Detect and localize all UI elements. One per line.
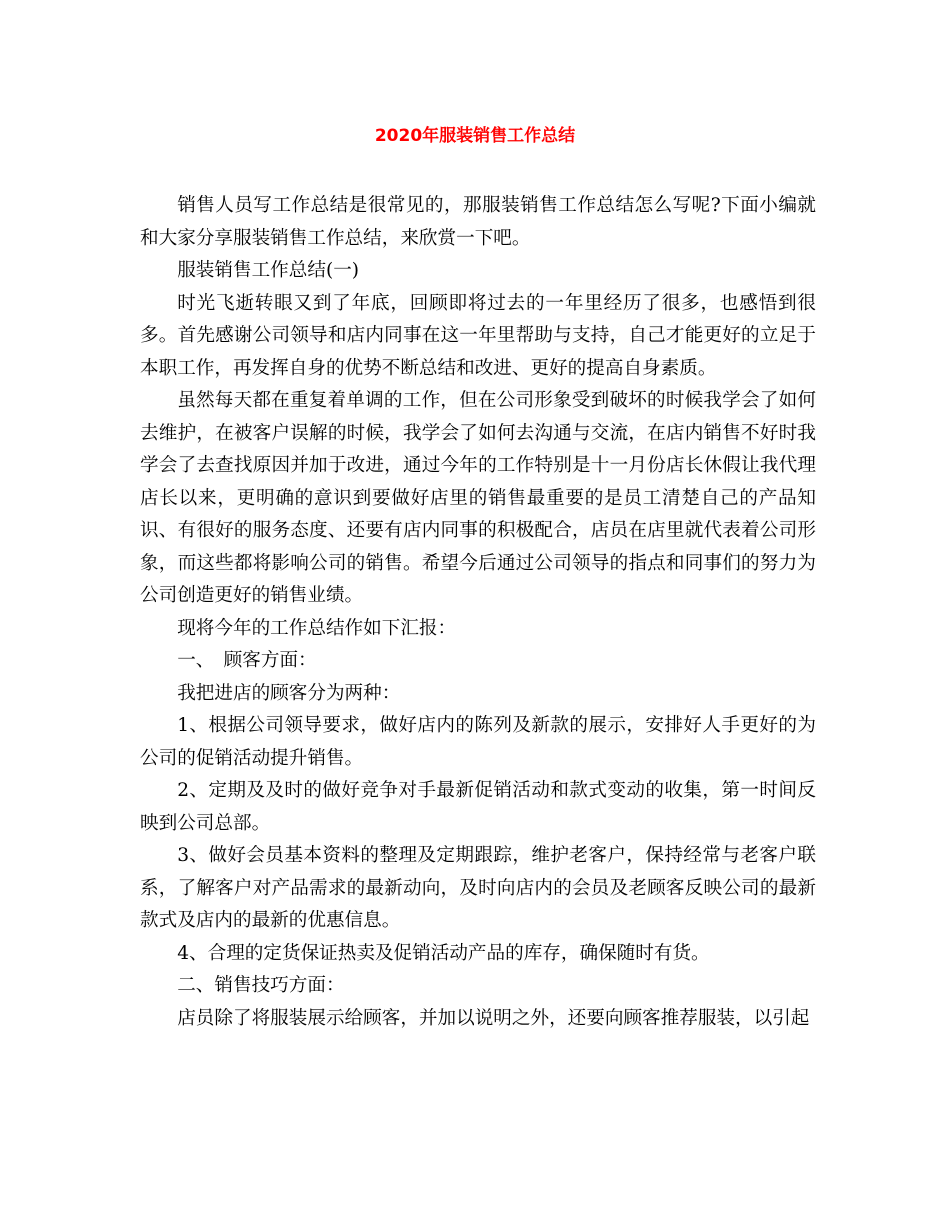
paragraph-sales-skills: 店员除了将服装展示给顾客，并加以说明之外，还要向顾客推荐服装，以引起 — [177, 1007, 810, 1029]
document-title: 2020年服装销售工作总结 — [374, 126, 576, 146]
paragraph-item-4: 4、合理的定货保证热卖及促销活动产品的库存，确保随时有货。 — [177, 942, 710, 964]
document-body — [140, 190, 816, 1035]
paragraph-daily-work: 虽然每天都在重复着单调的工作，但在公司形象受到破坏的时候我学会了如何去维护，在被客户误解的时候，我学会了如何去沟通与交流，在店内销售不好时我学会了去查找原因并加于改进，通过今年的工作特别是十一月份店长休假让我代理店长以来，更明确的意识到要做好店里的销售最重要的是员工清楚自己的产品知识、有很好的服务态度、还要有店内同事的积极配合，店员在店里就代表着公司形象，而这些都将影响公司的销售。希望今后通过公司领导的指点和同事们的努力为公司创造更好的销售业绩。 — [140, 390, 816, 606]
paragraph-section-heading: 服装销售工作总结(一) — [177, 260, 360, 281]
paragraph-item-3: 3、做好会员基本资料的整理及定期跟踪，维护老客户，保持经常与老客户联系，了解客户对产品需求的最新动向，及时向店内的会员及老顾客反映公司的最新款式及店内的最新的优惠信息。 — [140, 845, 816, 931]
paragraph-intro: 销售人员写工作总结是很常见的，那服装销售工作总结怎么写呢?下面小编就和大家分享服装销售工作总结，来欣赏一下吧。 — [140, 195, 816, 249]
paragraph-item-1: 1、根据公司领导要求，做好店内的陈列及新款的展示，安排好人手更好的为公司的促销活动提升销售。 — [140, 715, 816, 769]
paragraph-sales-skills-heading: 二、销售技巧方面： — [177, 975, 345, 996]
paragraph-year-review: 时光飞逝转眼又到了年底，回顾即将过去的一年里经历了很多，也感悟到很多。首先感谢公司领导和店内同事在这一年里帮助与支持，自己才能更好的立足于本职工作，再发挥自身的优势不断总结和改进、更好的提高自身素质。 — [140, 292, 816, 379]
paragraph-report-intro: 现将今年的工作总结作如下汇报： — [177, 617, 457, 639]
paragraph-item-2: 2、定期及及时的做好竞争对手最新促销活动和款式变动的收集，第一时间反映到公司总部。 — [140, 780, 816, 834]
paragraph-customer-types: 我把进店的顾客分为两种： — [177, 682, 401, 704]
paragraph-customer-heading: 一、 顾客方面： — [177, 650, 317, 671]
